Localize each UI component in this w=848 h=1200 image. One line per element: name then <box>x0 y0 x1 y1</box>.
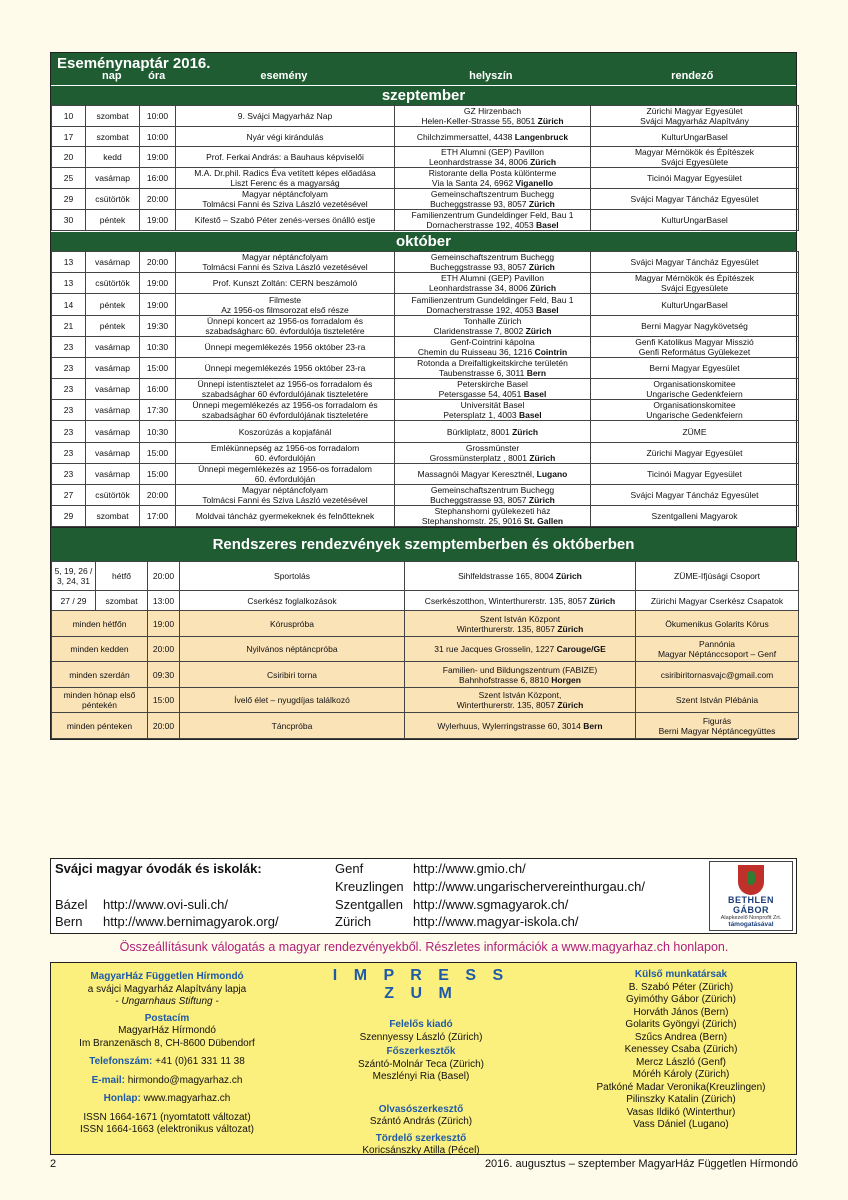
event-organizer: Magyar Mérnökök és Építészek Svájci Egyesülete <box>591 147 799 168</box>
month-header: szeptember <box>51 85 796 105</box>
event-day: vasárnap <box>86 252 140 273</box>
event-date: 30 <box>52 210 86 231</box>
event-title: Magyar néptáncfolyam Tolmácsi Fanni és Sziva László vezetésével <box>176 252 395 273</box>
event-date: 23 <box>52 358 86 379</box>
col-rendezo: rendező <box>671 70 714 82</box>
event-place: Massagnói Magyar Keresztnél, Lugano <box>395 464 591 485</box>
event-date: 17 <box>52 127 86 147</box>
event-place: GZ Hirzenbach Helen-Keller-Strasse 55, 8051 Zürich <box>395 106 591 127</box>
event-time: 10:00 <box>140 127 176 147</box>
event-time: 20:00 <box>140 189 176 210</box>
contributor-name: Pilinszky Katalin (Zürich) <box>626 1094 736 1105</box>
event-organizer: Svájci Magyar Táncház Egyesület <box>591 252 799 273</box>
event-row <box>52 421 799 443</box>
event-organizer: Berni Magyar Egyesület <box>591 358 799 379</box>
event-title: Magyar néptáncfolyam Tolmácsi Fanni és Sziva László vezetésével <box>176 485 395 506</box>
event-place: ETH Alumni (GEP) Pavillon Leonhardstrasse 34, 8006 Zürich <box>395 147 591 168</box>
event-day: péntek <box>86 210 140 231</box>
event-place: ETH Alumni (GEP) Pavillon Leonhardstrasse 34, 8006 Zürich <box>395 273 591 294</box>
event-title: M.A. Dr.phil. Radics Éva vetített képes előadása Liszt Ferenc és a magyarság <box>176 168 395 189</box>
school-city: Genf <box>335 861 364 876</box>
event-place: Peterskirche Basel Petersgasse 54, 4051 Basel <box>395 379 591 400</box>
school-link[interactable]: http://www.ovi-suli.ch/ <box>103 897 228 912</box>
event-title: Ünnepi istentisztelet az 1956-os forradalom és szabadsághar 60 évfordulójának tiszteletére <box>176 379 395 400</box>
event-place: Familienzentrum Gundeldinger Feld, Bau 1 Dornacherstrasse 192, 4053 Basel <box>395 294 591 316</box>
event-row <box>52 210 799 231</box>
contributor-name: Vasas Ildikó (Winterthur) <box>626 1106 736 1118</box>
event-organizer: Berni Magyar Nagykövetség <box>591 316 799 337</box>
contributor-name: Kenessey Csaba (Zürich) <box>624 1044 738 1055</box>
contributor-name: Móréh Károly (Zürich) <box>632 1069 730 1080</box>
col-esemeny: esemény <box>260 70 308 82</box>
event-organizer: KulturUngarBasel <box>591 210 799 231</box>
event-day: vasárnap <box>86 464 140 485</box>
event-row <box>52 168 799 189</box>
event-time: 10:30 <box>140 421 176 443</box>
regular-title: Rendszeres rendezvények szemptemberben és októberben <box>51 527 796 561</box>
event-title: Kifestő – Szabó Péter zenés-verses önálló estje <box>176 210 395 231</box>
event-row <box>52 316 799 337</box>
event-day: csütörtök <box>86 189 140 210</box>
event-place: Universität Basel Petersplatz 1, 4003 Basel <box>395 400 591 421</box>
regular-place: Szent István Központ, Winterthurerstr. 135, 8057 Zürich <box>405 688 636 713</box>
event-date: 23 <box>52 464 86 485</box>
impressum-right: Külső munkatársak B. Szabó Péter (Zürich) Gyimóthy Gábor (Zürich) Horváth János (Bern) Golarits Gyöngyi (Zürich) Szűcs Andrea (Bern) Kenessey Csaba (Zürich) Mercz László (Genf) Móréh Károly (Zürich) Patkóné Madar Veronika(Kreuzlingen) Pilinszky Katalin (Zürich) Vasas Ildikó (Winterthur) Vass Dániel (Lugano) <box>571 969 791 1132</box>
event-place: Genf-Cointrini kápolna Chemin du Ruisseau 36, 1216 Cointrin <box>395 337 591 358</box>
event-place: Rotonda a Dreifaltigkeitskirche területén Taubenstrasse 6, 3011 Bern <box>395 358 591 379</box>
event-place: Bürkliplatz, 8001 Zürich <box>395 421 591 443</box>
regular-time: 20:00 <box>148 713 180 739</box>
page-number: 2 <box>50 1158 57 1170</box>
regular-day: szombat <box>96 591 148 611</box>
event-day: vasárnap <box>86 168 140 189</box>
regular-row <box>52 591 799 611</box>
event-organizer: ZÜME <box>591 421 799 443</box>
event-day: szombat <box>86 506 140 527</box>
event-time: 17:30 <box>140 400 176 421</box>
contributor-name: Horváth János (Bern) <box>633 1006 729 1018</box>
event-place: Gemeinschaftszentrum Buchegg Bucheggstrasse 93, 8057 Zürich <box>395 252 591 273</box>
regular-row <box>52 562 799 591</box>
event-date: 25 <box>52 168 86 189</box>
school-link[interactable]: http://www.magyar-iskola.ch/ <box>413 914 579 929</box>
contributor-name: Golarits Gyöngyi (Zürich) <box>625 1019 737 1030</box>
event-date: 13 <box>52 273 86 294</box>
event-day: csütörtök <box>86 485 140 506</box>
event-title: Ünnepi megemlékezés az 1956-os forradalom és szabadsághar 60 évfordulójának tiszteletére <box>176 400 395 421</box>
regular-row <box>52 688 799 713</box>
regular-time: 15:00 <box>148 688 180 713</box>
event-title: Ünnepi koncert az 1956-os forradalom és szabadságharc 60. évfordulója tiszteletére <box>176 316 395 337</box>
regular-date: minden kedden <box>52 637 148 662</box>
event-date: 23 <box>52 443 86 464</box>
event-row <box>52 252 799 273</box>
regular-time: 20:00 <box>148 637 180 662</box>
event-day: vasárnap <box>86 443 140 464</box>
event-title: Prof. Ferkai András: a Bauhaus képviselői <box>176 147 395 168</box>
col-nap: nap <box>102 70 122 82</box>
school-link[interactable]: http://www.ungarischervereinthurgau.ch/ <box>413 879 645 894</box>
impressum-middle: I M P R E S S Z U M Felelős kiadó Szennyessy László (Zürich) Főszerkesztők Szántó-Molnár Teca (Zürich) Meszlényi Ria (Basel) Olvasószerkesztő Szántó András (Zürich) Tördelő szerkesztő Koricsánszky Atilla (Pécel) <box>321 967 521 1158</box>
regular-row <box>52 662 799 688</box>
event-row <box>52 464 799 485</box>
event-organizer: Svájci Magyar Táncház Egyesület <box>591 485 799 506</box>
event-day: vasárnap <box>86 358 140 379</box>
event-organizer: Genfi Katolikus Magyar Misszió Genfi Református Gyülekezet <box>591 337 799 358</box>
regular-title: Kóruspróba <box>180 611 405 637</box>
regular-place: Familien- und Bildungszentrum (FABIZE) Bahnhofstrasse 6, 8810 Horgen <box>405 662 636 688</box>
event-row <box>52 189 799 210</box>
event-row <box>52 273 799 294</box>
regular-title: Csiribiri torna <box>180 662 405 688</box>
regular-organizer-email[interactable]: csiribiritornasvajc@gmail.com <box>636 662 799 688</box>
regular-place: Sihlfeldstrasse 165, 8004 Zürich <box>405 562 636 591</box>
event-row <box>52 506 799 527</box>
school-link[interactable]: http://www.gmio.ch/ <box>413 861 526 876</box>
impressum-title: I M P R E S S Z U M <box>332 967 510 1002</box>
regular-date: 5, 19, 26 / 3, 24, 31 <box>52 562 96 591</box>
event-title: 9. Svájci Magyarház Nap <box>176 106 395 127</box>
event-row <box>52 443 799 464</box>
event-date: 29 <box>52 506 86 527</box>
event-organizer: Ticinói Magyar Egyesület <box>591 168 799 189</box>
event-organizer: KulturUngarBasel <box>591 127 799 147</box>
school-city: Zürich <box>335 914 372 929</box>
shield-icon <box>738 865 764 895</box>
event-place: Chilchzimmersattel, 4438 Langenbruck <box>395 127 591 147</box>
event-time: 20:00 <box>140 252 176 273</box>
event-time: 15:00 <box>140 443 176 464</box>
info-note: Összeállításunk válogatás a magyar rendezvényekből. Részletes információk a www.magyarhaz.ch honlapon. <box>119 940 729 954</box>
school-link[interactable]: http://www.bernimagyarok.org/ <box>103 914 279 929</box>
regular-organizer: Ökumenikus Golarits Kórus <box>636 611 799 637</box>
regular-title: Táncpróba <box>180 713 405 739</box>
event-time: 15:00 <box>140 358 176 379</box>
event-row <box>52 379 799 400</box>
calendar-title: Eseménynaptár 2016. <box>57 55 211 72</box>
event-date: 13 <box>52 252 86 273</box>
footer-title: 2016. augusztus – szeptember MagyarHáz Független Hírmondó <box>484 1158 798 1170</box>
event-day: vasárnap <box>86 421 140 443</box>
event-place: Familienzentrum Gundeldinger Feld, Bau 1 Dornacherstrasse 192, 4053 Basel <box>395 210 591 231</box>
event-title: Emlékünnepség az 1956-os forradalom 60. évfordulóján <box>176 443 395 464</box>
event-organizer: Zürichi Magyar Egyesület <box>591 443 799 464</box>
event-place: Stephanshorni gyülekezeti ház Stephanshornstr. 25, 9016 St. Gallen <box>395 506 591 527</box>
school-city: Bern <box>55 914 83 929</box>
regular-organizer: ZÜME-Ifjúsági Csoport <box>636 562 799 591</box>
event-title: Ünnepi megemlékezés az 1956-os forradalom 60. évfordulóján <box>176 464 395 485</box>
event-row <box>52 127 799 147</box>
event-time: 19:00 <box>140 210 176 231</box>
event-organizer: Ticinói Magyar Egyesület <box>591 464 799 485</box>
event-organizer: KulturUngarBasel <box>591 294 799 316</box>
event-time: 10:30 <box>140 337 176 358</box>
event-time: 20:00 <box>140 485 176 506</box>
regular-title: Sportolás <box>180 562 405 591</box>
event-row <box>52 147 799 168</box>
column-headers <box>51 70 796 85</box>
event-date: 23 <box>52 400 86 421</box>
col-ora: óra <box>148 70 166 82</box>
event-organizer: Zürichi Magyar Egyesület Svájci Magyarház Alapítvány <box>591 106 799 127</box>
event-calendar <box>50 52 797 740</box>
event-title: Ünnepi megemlékezés 1956 október 23-ra <box>176 358 395 379</box>
regular-row <box>52 637 799 662</box>
event-day: péntek <box>86 294 140 316</box>
event-title: Magyar néptáncfolyam Tolmácsi Fanni és Sziva László vezetésével <box>176 189 395 210</box>
event-row <box>52 337 799 358</box>
event-day: vasárnap <box>86 379 140 400</box>
months <box>51 85 796 527</box>
event-time: 16:00 <box>140 379 176 400</box>
email-link[interactable]: hirmondo@magyarhaz.ch <box>127 1074 243 1086</box>
event-organizer: Szentgalleni Magyarok <box>591 506 799 527</box>
col-helyszin: helyszín <box>469 70 513 82</box>
regular-organizer: Zürichi Magyar Cserkész Csapatok <box>636 591 799 611</box>
event-organizer: Svájci Magyar Táncház Egyesület <box>591 189 799 210</box>
event-row <box>52 106 799 127</box>
event-place: Gemeinschaftszentrum Buchegg Bucheggstrasse 93, 8057 Zürich <box>395 189 591 210</box>
event-date: 23 <box>52 337 86 358</box>
impressum-left: MagyarHáz Független Hírmondó a svájci Magyarház Alapítvány lapja - Ungarnhaus Stiftung - Postacím MagyarHáz Hírmondó Im Branzenäsch 8, CH-8600 Dübendorf Telefonszám: +41 (0)61 331 11 38 E-mail: hirmondo@magyarhaz.ch Honlap: www.magyarhaz.ch ISSN 1664-1671 (nyomtatott változat) ISSN 1664-1663 (elektronikus változat) <box>79 971 255 1135</box>
regular-place: Wylerhuus, Wylerringstrasse 60, 3014 Bern <box>405 713 636 739</box>
bethlen-gabor-logo: BETHLEN GÁBOR Alapkezelő Nonprofit Zrt. támogatásával <box>709 861 793 931</box>
contributor-name: Vass Dániel (Lugano) <box>633 1119 729 1130</box>
event-time: 15:00 <box>140 464 176 485</box>
contributor-name: Szűcs Andrea (Bern) <box>634 1031 728 1043</box>
event-date: 10 <box>52 106 86 127</box>
regular-time: 13:00 <box>148 591 180 611</box>
event-place: Gemeinschaftszentrum Buchegg Bucheggstrasse 93, 8057 Zürich <box>395 485 591 506</box>
regular-time: 09:30 <box>148 662 180 688</box>
event-title: Koszorúzás a kopjafánál <box>176 421 395 443</box>
event-organizer: Magyar Mérnökök és Építészek Svájci Egyesülete <box>591 273 799 294</box>
regular-row <box>52 713 799 739</box>
event-title: Filmeste Az 1956-os filmsorozat első része <box>176 294 395 316</box>
event-row <box>52 294 799 316</box>
event-place: Grossmünster Grossmünsterplatz , 8001 Zürich <box>395 443 591 464</box>
event-row <box>52 400 799 421</box>
schools-box <box>50 858 797 934</box>
regular-place: Szent István Központ Winterthurerstr. 135, 8057 Zürich <box>405 611 636 637</box>
regular-organizer: Szent István Plébánia <box>636 688 799 713</box>
regular-date: minden pénteken <box>52 713 148 739</box>
month-header: október <box>51 231 796 251</box>
event-title: Moldvai táncház gyermekeknek és felnőtteknek <box>176 506 395 527</box>
school-city: Kreuzlingen <box>335 879 404 894</box>
event-row <box>52 485 799 506</box>
regular-date: minden szerdán <box>52 662 148 688</box>
school-link[interactable]: http://www.sgmagyarok.ch/ <box>413 897 569 912</box>
event-date: 23 <box>52 379 86 400</box>
event-time: 17:00 <box>140 506 176 527</box>
contributor-name: Gyimóthy Gábor (Zürich) <box>625 994 737 1005</box>
event-title: Nyár végi kirándulás <box>176 127 395 147</box>
event-place: Ristorante della Posta különterme Via la Santa 24, 6962 Viganello <box>395 168 591 189</box>
event-time: 19:00 <box>140 273 176 294</box>
event-day: vasárnap <box>86 400 140 421</box>
event-organizer: Organisationskomitee Ungarische Gedenkfeiern <box>591 379 799 400</box>
event-row <box>52 358 799 379</box>
event-date: 23 <box>52 421 86 443</box>
event-day: csütörtök <box>86 273 140 294</box>
event-time: 16:00 <box>140 168 176 189</box>
contributor-name: Patkóné Madar Veronika(Kreuzlingen) <box>596 1081 766 1093</box>
regular-time: 19:00 <box>148 611 180 637</box>
regular-time: 20:00 <box>148 562 180 591</box>
event-date: 27 <box>52 485 86 506</box>
event-date: 21 <box>52 316 86 337</box>
contributor-name: Mercz László (Genf) <box>635 1056 727 1068</box>
school-city: Szentgallen <box>335 897 403 912</box>
event-day: szombat <box>86 127 140 147</box>
event-date: 20 <box>52 147 86 168</box>
event-day: kedd <box>86 147 140 168</box>
event-time: 19:00 <box>140 294 176 316</box>
regular-place: Cserkészotthon, Winterthurerstr. 135, 8057 Zürich <box>405 591 636 611</box>
event-time: 19:00 <box>140 147 176 168</box>
calendar-header <box>51 53 796 85</box>
regular-organizer: Figurás Berni Magyar Néptáncegyüttes <box>636 713 799 739</box>
regular-day: hétfő <box>96 562 148 591</box>
event-date: 14 <box>52 294 86 316</box>
event-title: Prof. Kunszt Zoltán: CERN beszámoló <box>176 273 395 294</box>
event-organizer: Organisationskomitee Ungarische Gedenkfeiern <box>591 400 799 421</box>
schools-title: Svájci magyar óvodák és iskolák: <box>55 861 262 876</box>
regular-date: minden hónap első péntekén <box>52 688 148 713</box>
event-day: péntek <box>86 316 140 337</box>
event-day: vasárnap <box>86 337 140 358</box>
regular-date: 27 / 29 <box>52 591 96 611</box>
regular-title: Cserkész foglalkozások <box>180 591 405 611</box>
regular-events <box>51 561 796 739</box>
contributor-name: B. Szabó Péter (Zürich) <box>628 981 734 993</box>
regular-title: Ível​ő élet – nyugdíjas találkozó <box>180 688 405 713</box>
website-link[interactable]: www.magyarhaz.ch <box>143 1093 231 1104</box>
regular-place: 31 rue Jacques Grosselin, 1227 Carouge/GE <box>405 637 636 662</box>
regular-title: Nyilvános néptáncpróba <box>180 637 405 662</box>
event-title: Ünnepi megemlékezés 1956 október 23-ra <box>176 337 395 358</box>
event-time: 19:30 <box>140 316 176 337</box>
regular-row <box>52 611 799 637</box>
event-day: szombat <box>86 106 140 127</box>
event-place: Tonhalle Zürich Claridenstrasse 7, 8002 Zürich <box>395 316 591 337</box>
regular-organizer: Pannónia Magyar Néptánccsoport – Genf <box>636 637 799 662</box>
regular-date: minden hétfőn <box>52 611 148 637</box>
impressum <box>50 962 797 1155</box>
event-time: 10:00 <box>140 106 176 127</box>
event-date: 29 <box>52 189 86 210</box>
school-city: Bázel <box>55 897 88 912</box>
